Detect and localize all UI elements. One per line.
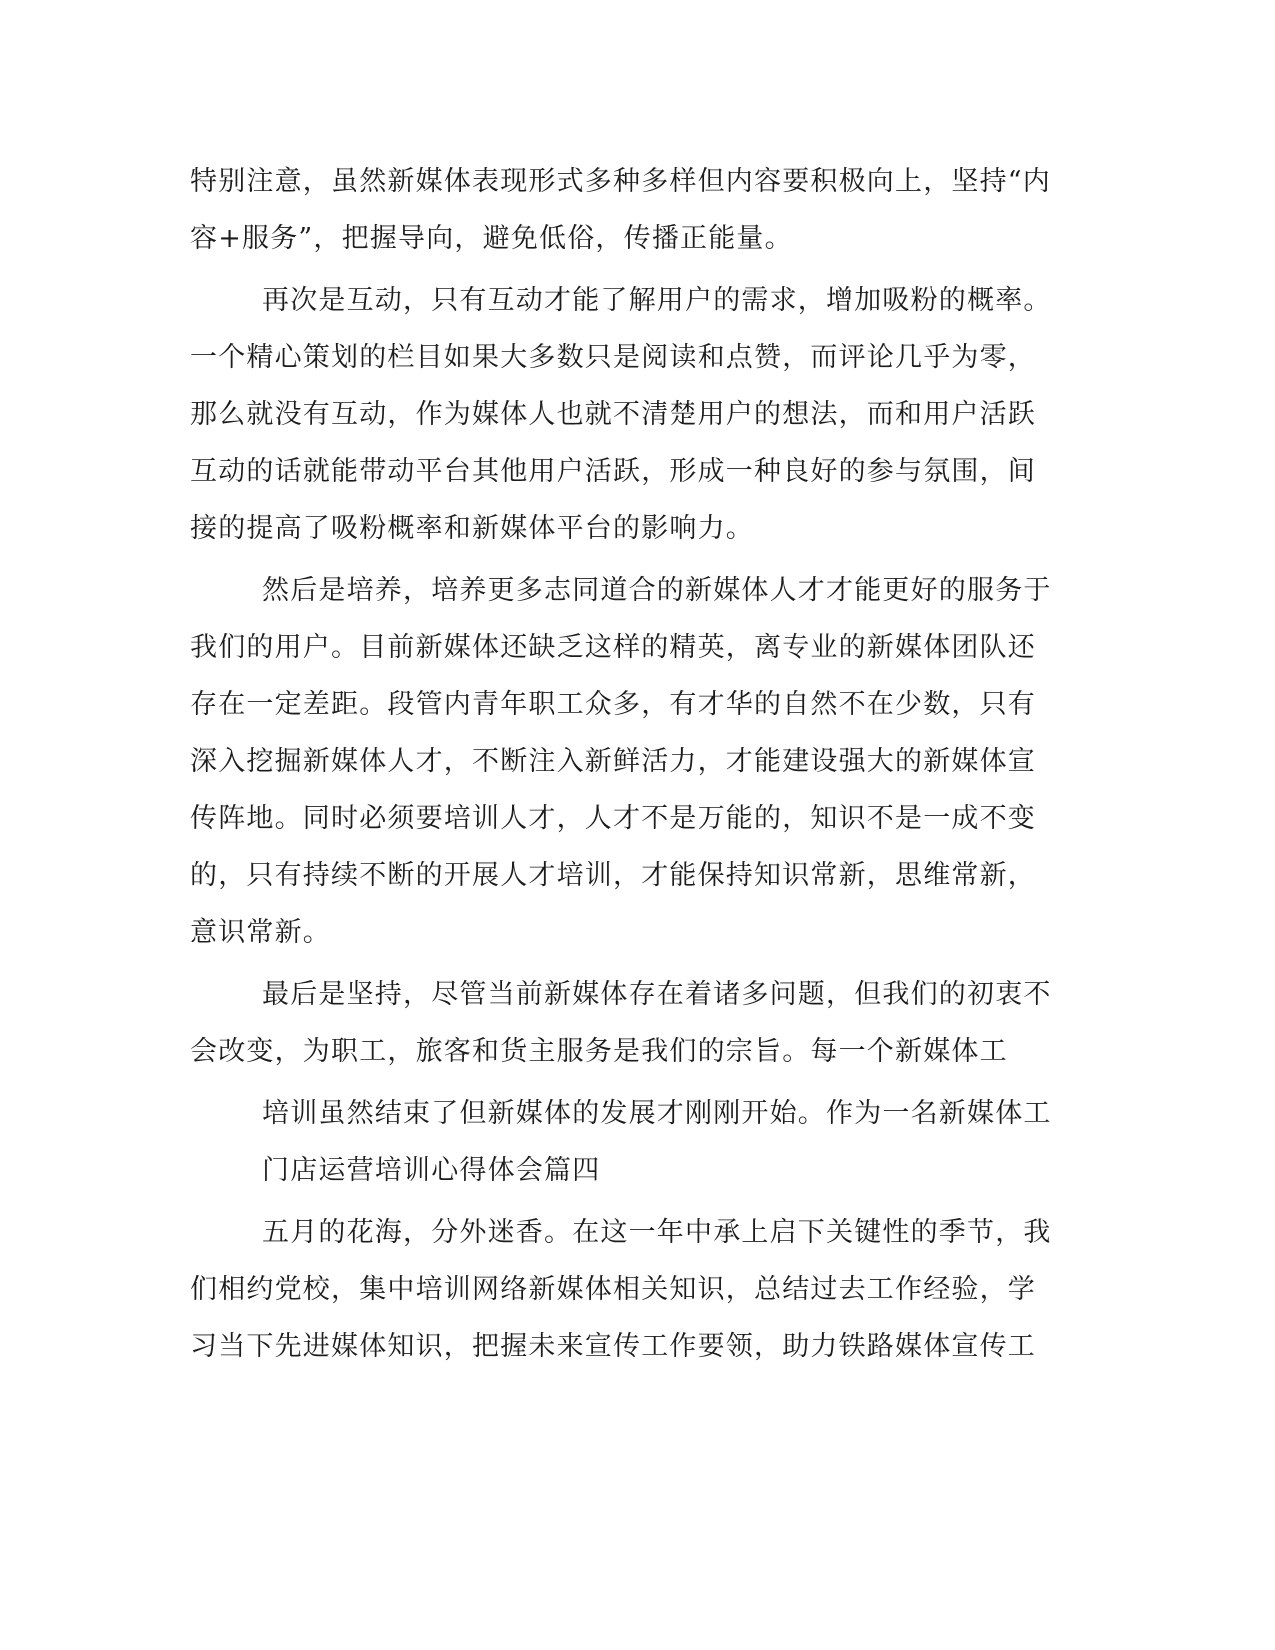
text-line-7: 接的提高了吸粉概率和新媒体平台的影响力。 <box>190 513 754 544</box>
text-line-5: 那么就没有互动，作为媒体人也就不清楚用户的想法，而和用户活跃 <box>190 399 1036 430</box>
text-line-1: 特别注意，虽然新媒体表现形式多种多样但内容要积极向上，坚持“内 <box>190 166 1052 197</box>
text-line-20: 们相约党校，集中培训网络新媒体相关知识，总结过去工作经验，学 <box>190 1274 1036 1305</box>
text-line-2: 容+服务”，把握导向，避免低俗，传播正能量。 <box>190 223 793 254</box>
text-line-13: 的，只有持续不断的开展人才培训，才能保持知识常新，思维常新， <box>190 860 1036 891</box>
text-line-17: 培训虽然结束了但新媒体的发展才刚刚开始。作为一名新媒体工 <box>262 1098 1052 1129</box>
text-line-15: 最后是坚持，尽管当前新媒体存在着诸多问题，但我们的初衷不 <box>262 979 1052 1010</box>
text-line-8: 然后是培养，培养更多志同道合的新媒体人才才能更好的服务于 <box>262 575 1052 606</box>
text-line-12: 传阵地。同时必须要培训人才，人才不是万能的，知识不是一成不变 <box>190 803 1036 834</box>
text-line-9: 我们的用户。目前新媒体还缺乏这样的精英，离专业的新媒体团队还 <box>190 632 1036 663</box>
text-line-4: 一个精心策划的栏目如果大多数只是阅读和点赞，而评论几乎为零， <box>190 342 1036 373</box>
text-line-21: 习当下先进媒体知识，把握未来宣传工作要领，助力铁路媒体宣传工 <box>190 1331 1036 1362</box>
text-line-6: 互动的话就能带动平台其他用户活跃，形成一种良好的参与氛围，间 <box>190 456 1036 487</box>
section-heading: 门店运营培训心得体会篇四 <box>262 1155 601 1186</box>
text-line-10: 存在一定差距。段管内青年职工众多，有才华的自然不在少数，只有 <box>190 689 1036 720</box>
text-line-16: 会改变，为职工，旅客和货主服务是我们的宗旨。每一个新媒体工 <box>190 1036 1008 1067</box>
text-line-14: 意识常新。 <box>190 917 331 948</box>
text-line-3: 再次是互动，只有互动才能了解用户的需求，增加吸粉的概率。 <box>262 285 1052 316</box>
text-line-19: 五月的花海，分外迷香。在这一年中承上启下关键性的季节，我 <box>262 1217 1052 1248</box>
text-line-11: 深入挖掘新媒体人才，不断注入新鲜活力，才能建设强大的新媒体宣 <box>190 746 1036 777</box>
